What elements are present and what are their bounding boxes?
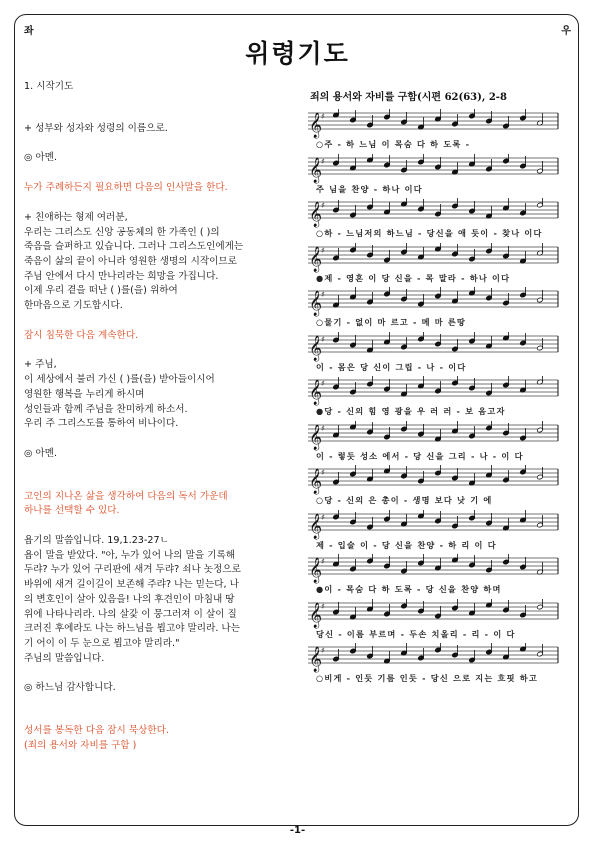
staff-row <box>306 109 568 154</box>
page-title: 위령기도 <box>245 39 350 68</box>
sharp-sign-icon: ♯ <box>321 245 325 255</box>
staff-row <box>306 554 568 599</box>
text-line: 죽음이 삶의 끝이 아니라 영원한 생명의 시작이므로 <box>24 255 237 267</box>
music-staff <box>306 287 568 317</box>
response-amen-1: ◎ 아멘. <box>24 152 58 164</box>
text-line: 고인의 지나온 삶을 생각하여 다음의 독서 가운데 <box>24 490 228 502</box>
corner-label-left: 좌 <box>24 26 34 37</box>
text-line: 한마음으로 기도합시다. <box>24 300 123 312</box>
sharp-sign-icon: ♯ <box>321 334 325 344</box>
text-line: 바위에 새겨 길이길이 보존해 주랴? 나는 믿는다, 나 <box>24 579 239 591</box>
response-amen-2: ◎ 아멘. <box>24 447 58 459</box>
sharp-sign-icon: ♯ <box>321 112 325 121</box>
music-staff <box>306 599 568 629</box>
music-staff <box>306 510 568 540</box>
treble-clef-icon: 𝄞 <box>309 113 323 138</box>
music-staff <box>306 465 568 495</box>
lyric-line: 이 - 몸은 당 신이 그립 - 나 - 이다 <box>316 361 467 372</box>
sharp-sign-icon: ♯ <box>321 468 325 477</box>
music-staff <box>306 198 568 228</box>
treble-clef-icon: 𝄞 <box>309 558 323 583</box>
staff-row <box>306 599 568 644</box>
reading-paragraph <box>24 534 296 666</box>
text-line: (죄의 용서와 자비를 구함 ) <box>24 739 137 751</box>
music-staff <box>306 376 568 406</box>
sharp-sign-icon: ♯ <box>321 379 325 388</box>
hymn-column <box>306 88 568 688</box>
text-line: 이제 우리 곁을 떠난 ( )를(을) 위하여 <box>24 285 178 297</box>
treble-clef-icon: 𝄞 <box>309 424 323 450</box>
staff-row <box>306 154 568 199</box>
text-line: 주님의 말씀입니다. <box>24 652 105 664</box>
sharp-sign-icon: ♯ <box>321 512 325 522</box>
text-line: 의 변호인이 살아 있음을! 나의 후견인이 마침내 땅 <box>24 593 235 605</box>
text-line: 이 세상에서 불러 가신 ( )를(을) 받아들이시어 <box>24 374 215 386</box>
sharp-sign-icon: ♯ <box>321 201 325 210</box>
lyric-line: ○당 - 신의 은 총이 - 생명 보다 낫 기 에 <box>316 495 493 505</box>
text-line: 두랴? 누가 있어 구리판에 새겨 두랴? 쇠나 놋정으로 <box>24 564 241 576</box>
text-line: 영원한 행복을 누리게 하시며 <box>24 388 145 400</box>
treble-clef-icon: 𝄞 <box>309 202 323 227</box>
text-line: 욥이 말을 받았다. "아, 누가 있어 나의 말을 기록해 <box>24 549 235 561</box>
treble-clef-icon: 𝄞 <box>309 246 323 272</box>
staff-row <box>306 287 568 332</box>
lyric-line: ●당 - 신의 힘 영 광을 우 러 러 - 보 옴고자 <box>316 406 506 416</box>
text-line: 하나를 선택할 수 있다. <box>24 505 120 517</box>
treble-clef-icon: 𝄞 <box>309 469 323 494</box>
lyric-line: ○물기 - 없이 마 르고 - 메 마 른땅 <box>316 317 467 327</box>
rubric-silence: 잠시 침묵한 다음 계속한다. <box>24 329 139 341</box>
lyric-line: 이 - 렇듯 성소 에서 - 당 신을 그리 - 나 - 이 다 <box>316 450 524 461</box>
treble-clef-icon: 𝄞 <box>309 513 323 539</box>
music-staff <box>306 554 568 584</box>
text-line: 기 어이 이 두 눈으로 뵙고야 말리라." <box>24 637 180 649</box>
rubric-reading <box>24 490 296 519</box>
text-line: 주님 안에서 다시 만나리라는 희망을 가집니다. <box>24 270 219 282</box>
sharp-sign-icon: ♯ <box>321 423 325 433</box>
page-number: -1- <box>289 825 306 836</box>
lyric-line: ●이 - 목숨 다 하 도록 - 당 신을 찬양 하며 <box>316 584 502 594</box>
music-staff <box>306 243 568 273</box>
music-staff <box>306 154 568 184</box>
corner-label-right: 우 <box>561 26 571 37</box>
staff-row <box>306 510 568 555</box>
staff-row <box>306 376 568 421</box>
treble-clef-icon: 𝄞 <box>309 647 323 672</box>
hymn-title: 죄의 용서와 자비를 구함(시편 62(63), 2-8 <box>310 92 507 103</box>
rubric-greeting: 누가 주례하든지 필요하면 다음의 인사말을 한다. <box>24 182 228 194</box>
sign-of-cross: + 성부와 성자와 성령의 이름으로. <box>24 122 168 134</box>
text-line: 크러진 후에라도 나는 하느님을 뵙고야 말리라. 나는 <box>24 623 240 635</box>
lyric-line: 주 님을 찬양 - 하나 이다 <box>316 183 423 194</box>
staff-row <box>306 332 568 377</box>
section-heading: 1. 시작기도 <box>24 81 74 92</box>
sharp-sign-icon: ♯ <box>321 557 325 566</box>
treble-clef-icon: 𝄞 <box>309 335 323 361</box>
staff-row <box>306 421 568 466</box>
response-thanks: ◎ 하느님 감사합니다. <box>24 682 116 694</box>
lyric-line: 제 - 입술 이 - 당 신을 찬양 - 하 리 이 다 <box>316 539 497 550</box>
greeting-paragraph <box>24 211 296 314</box>
text-line: 우리는 그리스도 신앙 공동체의 한 가족인 ( )의 <box>24 226 220 238</box>
left-column <box>24 80 296 769</box>
lyric-line: ○하 - 느님저의 하느님 - 당신을 애 듯이 - 찾나 이다 <box>316 228 543 238</box>
text-line: + 친애하는 형제 여러분, <box>24 211 128 223</box>
prayer-paragraph <box>24 358 296 432</box>
music-staff <box>306 421 568 451</box>
treble-clef-icon: 𝄞 <box>309 291 323 316</box>
text-line: 성서를 봉독한 다음 잠시 묵상한다. <box>24 725 169 737</box>
rubric-meditation <box>24 724 296 753</box>
staff-row <box>306 465 568 510</box>
text-line: 죽음을 슬퍼하고 있습니다. 그러나 그리스도인에게는 <box>24 241 244 253</box>
text-line: 성인들과 함께 주님을 찬미하게 하소서. <box>24 403 188 415</box>
treble-clef-icon: 𝄞 <box>309 157 323 183</box>
lyric-line: 당신 - 이름 부르며 - 두손 치올리 - 리 - 이 다 <box>316 628 516 639</box>
lyric-line: ●제 - 영혼 이 당 신을 - 목 말라 - 하나 이다 <box>316 272 511 283</box>
music-score <box>306 109 568 688</box>
lyric-line: ○비게 - 인듯 기름 인듯 - 당신 으로 지는 흐핏 하고 <box>316 673 539 683</box>
music-staff <box>306 109 568 139</box>
sharp-sign-icon: ♯ <box>321 646 325 655</box>
treble-clef-icon: 𝄞 <box>309 380 323 405</box>
text-line: + 주님, <box>24 359 57 371</box>
music-staff <box>306 643 568 673</box>
sharp-sign-icon: ♯ <box>321 156 325 166</box>
text-line: 위에 나타나리라. 나의 살갗 이 뭉그러져 이 살이 질 <box>24 608 237 620</box>
sharp-sign-icon: ♯ <box>321 290 325 299</box>
music-staff <box>306 332 568 362</box>
treble-clef-icon: 𝄞 <box>309 602 323 628</box>
sharp-sign-icon: ♯ <box>321 601 325 611</box>
text-line: 우리 주 그리스도를 통하여 비나이다. <box>24 418 179 430</box>
text-line: 욥기의 말씀입니다. 19,1.23-27ㄴ <box>24 535 169 547</box>
staff-row <box>306 643 568 688</box>
lyric-line: ○주 - 하 느님 이 목숨 다 하 도록 - <box>316 139 471 149</box>
staff-row <box>306 198 568 243</box>
staff-row <box>306 243 568 288</box>
